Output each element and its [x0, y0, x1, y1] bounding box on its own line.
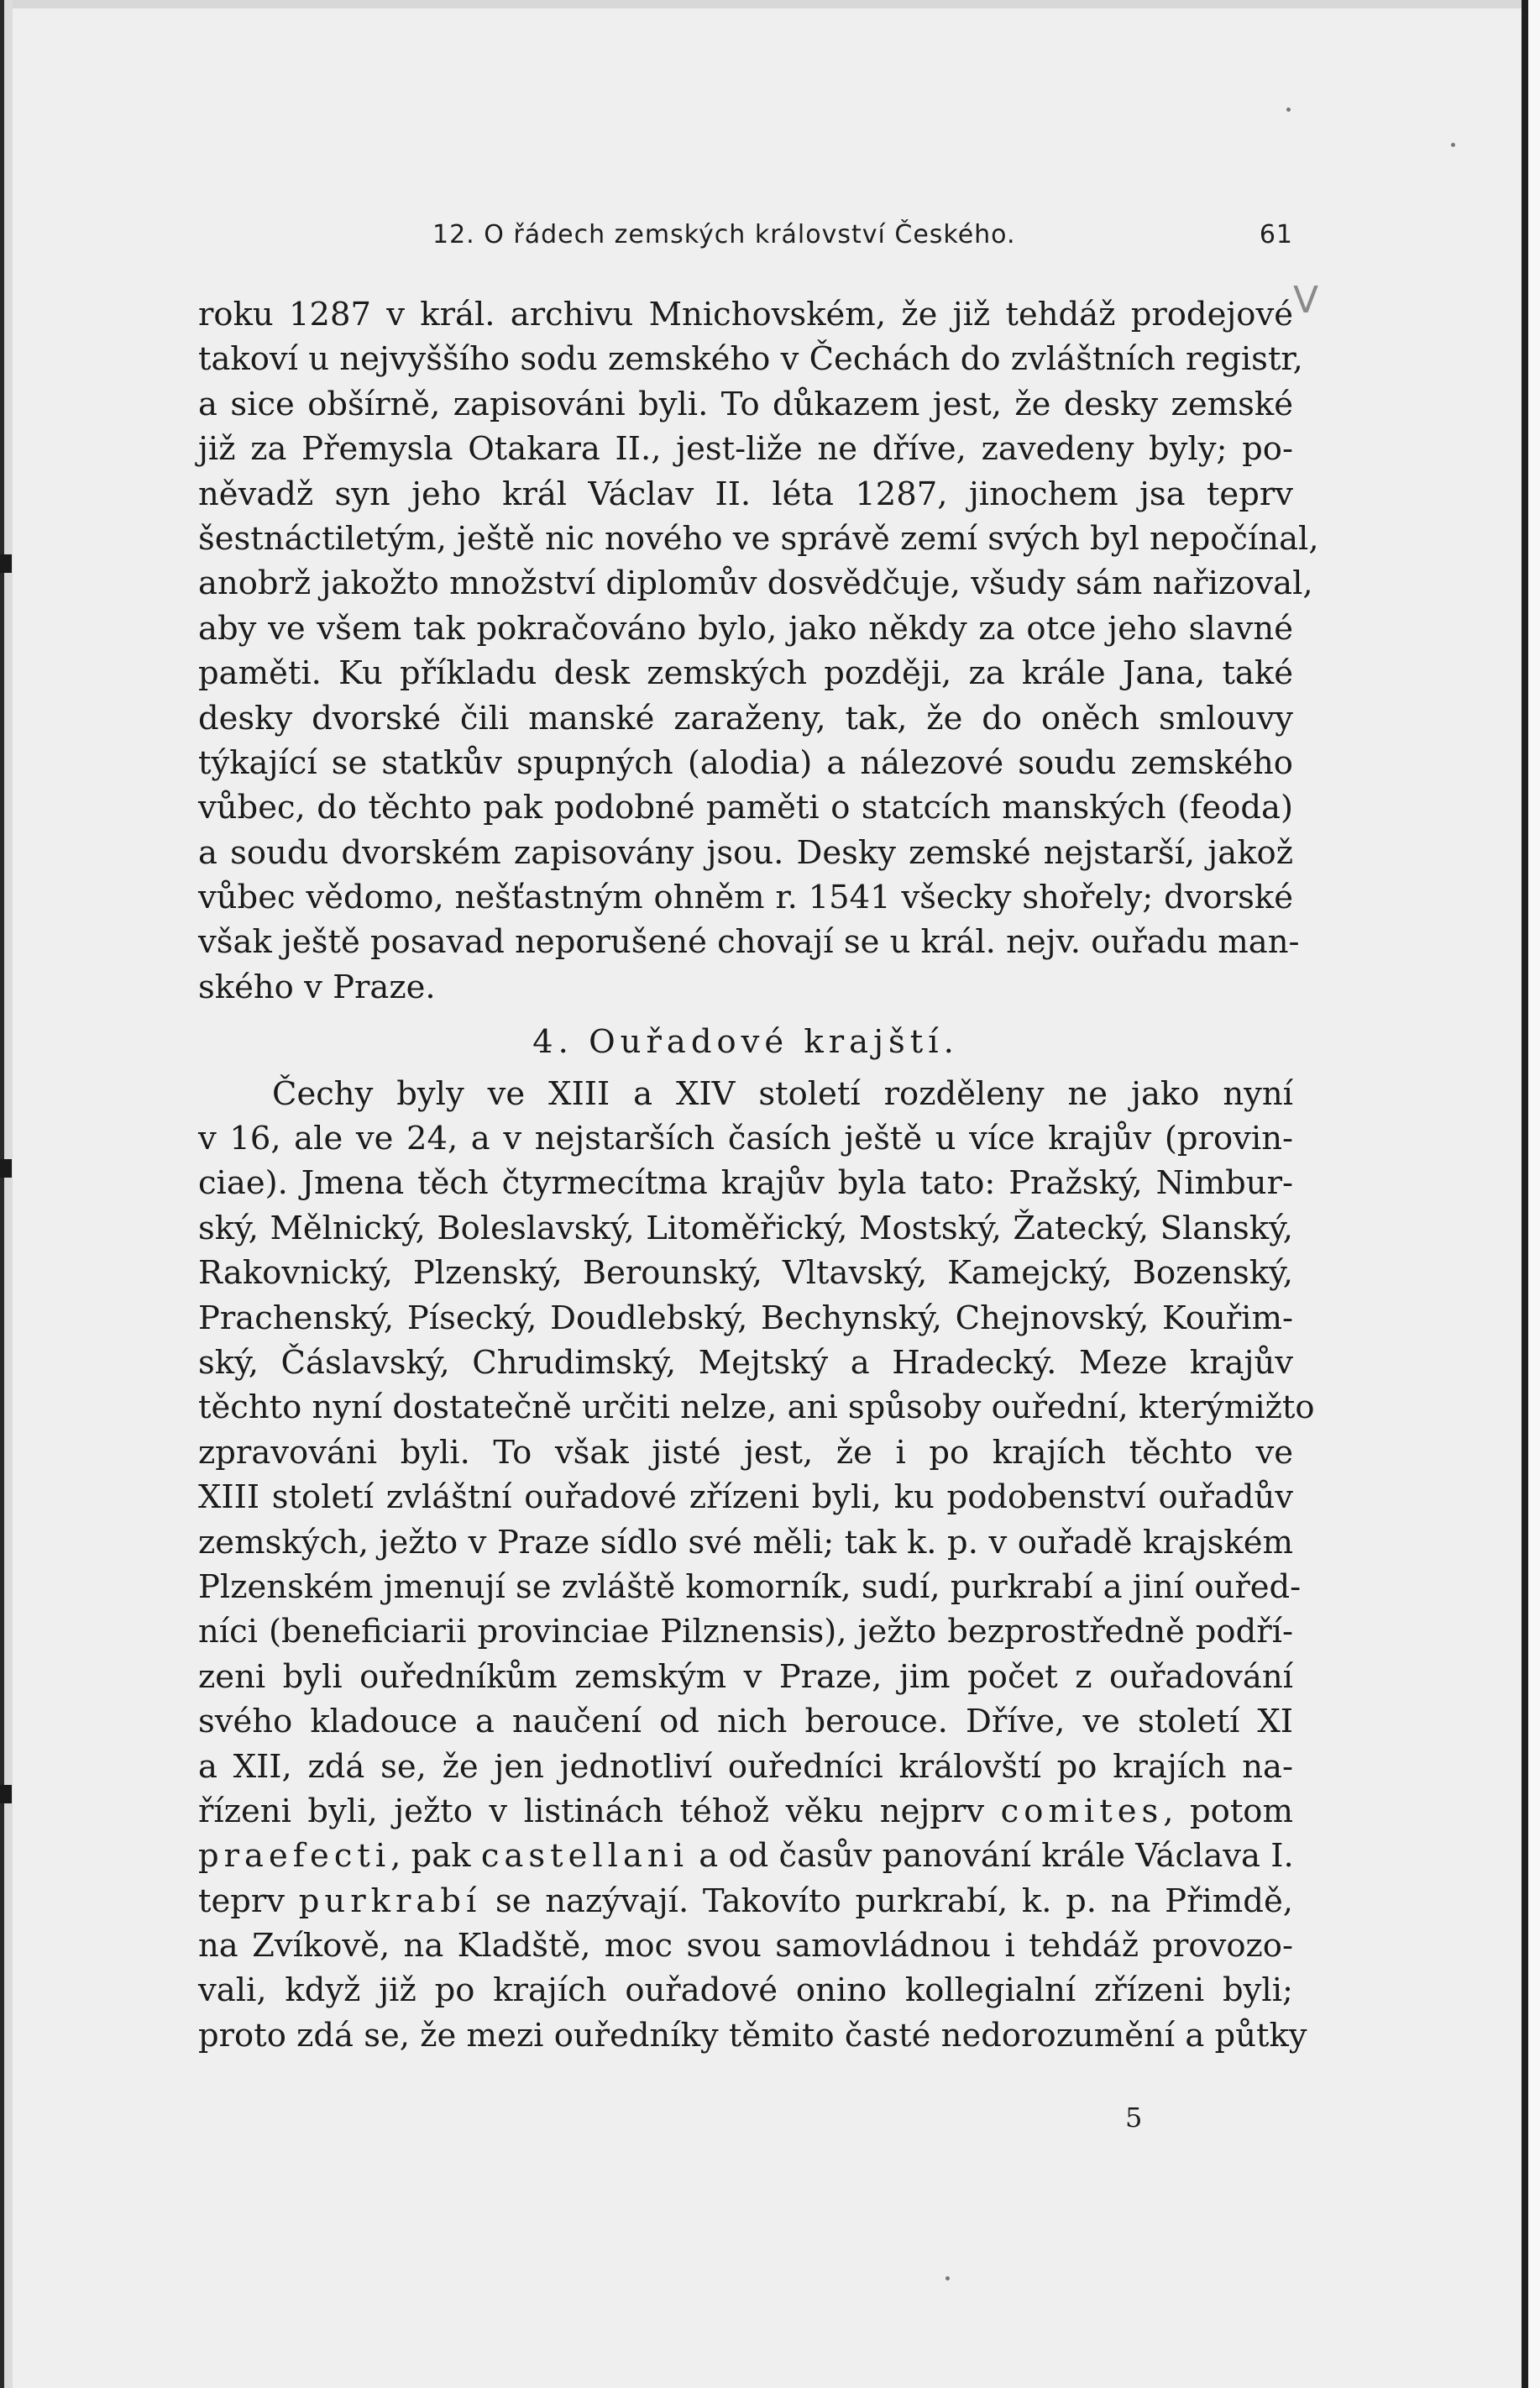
text-line: vůbec vědomo, nešťastným ohněm r. 1541 všecky shořely; dvorské [198, 879, 1293, 917]
text-line: níci (beneficiarii provinciae Pilznensis), ježto bezprostředně podří- [198, 1613, 1293, 1651]
text-line: a soudu dvorském zapisovány jsou. Desky zemské nejstarší, jakož [198, 833, 1293, 872]
text-line: ciae). Jmena těch čtyrmecítma krajův byla tato: Pražský, Nimbur- [198, 1164, 1293, 1203]
margin-pencil-mark: V [1293, 279, 1319, 322]
page-number: 61 [1259, 220, 1293, 249]
text-line: aby ve všem tak pokračováno bylo, jako někdy za otce jeho slavné [198, 609, 1293, 648]
text-line: desky dvorské čili manské zaraženy, tak, že do oněch smlouvy [198, 699, 1293, 737]
scan-edge-left-gap [4, 0, 13, 2388]
text-line: těchto nyní dostatečně určiti nelze, ani spůsoby ouřední, kterýmižto [198, 1388, 1315, 1427]
scan-edge-right [1522, 0, 1528, 2388]
header-title: 12. O řádech zemských království Českého. [432, 220, 1016, 249]
spaced-term: castellani [480, 1837, 689, 1876]
text-line: však ještě posavad neporušené chovají se u král. nejv. ouřadu man- [198, 923, 1300, 962]
text-line: Prachenský, Písecký, Doudlebský, Bechynský, Chejnovský, Kouřim- [198, 1299, 1293, 1337]
text-line [198, 1879, 1293, 1924]
spaced-term: praefecti [198, 1837, 391, 1876]
text-run: teprv [198, 1882, 285, 1920]
binding-notch [0, 1785, 12, 1803]
signature-mark: 5 [1125, 2102, 1143, 2133]
text-line: v 16, ale ve 24, a v nejstarších časích ještě u více krajův (provin- [198, 1120, 1293, 1158]
text-line: a sice obšírně, zapisováni byli. To důkazem jest, že desky zemské [198, 385, 1293, 423]
text-line: anobrž jakožto množství diplomův dosvědčuje, všudy sám nařizoval, [198, 564, 1313, 603]
text-line: ský, Čáslavský, Chrudimský, Mejtský a Hradecký. Meze krajův [198, 1343, 1293, 1382]
body-text [198, 292, 1319, 2058]
text-line: na Zvíkově, na Kladště, moc svou samovládnou i tehdáž provozo- [198, 1927, 1293, 1966]
text-line [198, 1834, 1293, 1878]
text-run: a od časův panování krále Václava I. [699, 1837, 1294, 1876]
text-line: roku 1287 v král. archivu Mnichovském, že již tehdáž prodejové [198, 296, 1293, 333]
scan-speck [1286, 108, 1291, 112]
text-line: proto zdá se, že mezi ouředníky těmito časté nedorozumění a půtky [198, 2016, 1307, 2055]
text-line: svého kladouce a naučení od nich berouce. Dříve, ve století XI [198, 1703, 1293, 1741]
text-line: zemských, ježto v Praze sídlo své měli; tak k. p. v ouřadě krajském [198, 1523, 1293, 1561]
text-line: něvadž syn jeho král Václav II. léta 1287, jinochem jsa teprv [198, 475, 1293, 513]
text-line: Plzenském jmenují se zvláště komorník, sudí, purkrabí a jiní ouřed- [198, 1567, 1302, 1606]
text-line: ský, Mělnický, Boleslavský, Litoměřický, Mostský, Žatecký, Slanský, [198, 1209, 1293, 1247]
binding-notch [0, 1159, 12, 1178]
text-line: Čechy byly ve XIII a XIV století rozděleny ne jako nyní [272, 1074, 1293, 1113]
text-line: zpravováni byli. To však jisté jest, že i po krajích těchto ve [198, 1433, 1293, 1472]
text-line: ského v Praze. [198, 968, 436, 1006]
scan-speck [945, 2276, 950, 2280]
spaced-term: purkrabí [298, 1882, 482, 1920]
text-run: , pak [390, 1837, 471, 1876]
text-line: již za Přemysla Otakara II., jest-liže ne dříve, zavedeny byly; po- [198, 430, 1293, 469]
text-run: , potom [1163, 1792, 1293, 1830]
binding-notch [0, 554, 12, 573]
text-line: a XII, zdá se, že jen jednotliví ouředníci královští po krajích na- [198, 1747, 1293, 1786]
text-line: XIII století zvláštní ouřadové zřízeni byli, ku podobenství ouřadův [198, 1478, 1293, 1517]
spaced-term: comites [1000, 1792, 1164, 1830]
text-line [198, 1789, 1293, 1834]
text-line: takoví u nejvyššího sodu zemského v Čechách do zvláštních registr, [198, 340, 1303, 379]
text-run: řízeni byli, ježto v listinách téhož věku nejprv [198, 1792, 985, 1830]
text-line: týkající se statkův spupných (alodia) a nálezové soudu zemského [198, 743, 1293, 782]
section-heading: 4. Ouřadové krajští. [532, 1023, 959, 1062]
text-line: vůbec, do těchto pak podobné paměti o statcích manských (feoda) [198, 789, 1293, 827]
text-line: šestnáctiletým, ještě nic nového ve správě zemí svých byl nepočínal, [198, 519, 1319, 558]
text-line: vali, když již po krajích ouřadové onino kollegialní zřízeni byli; [198, 1971, 1293, 2010]
scan-speck [1451, 143, 1455, 147]
text-run: se nazývají. Takovíto purkrabí, k. p. na Přimdě, [495, 1882, 1293, 1920]
scan-edge-top [0, 0, 1540, 8]
text-line: Rakovnický, Plzenský, Berounský, Vltavský, Kamejcký, Bozenský, [198, 1254, 1293, 1293]
text-line: zeni byli ouředníkům zemským v Praze, jim počet z ouřadování [198, 1657, 1293, 1696]
running-header [432, 220, 1293, 257]
text-line: paměti. Ku příkladu desk zemských později, za krále Jana, také [198, 654, 1293, 693]
scan-edge-right-light [1528, 0, 1540, 2388]
